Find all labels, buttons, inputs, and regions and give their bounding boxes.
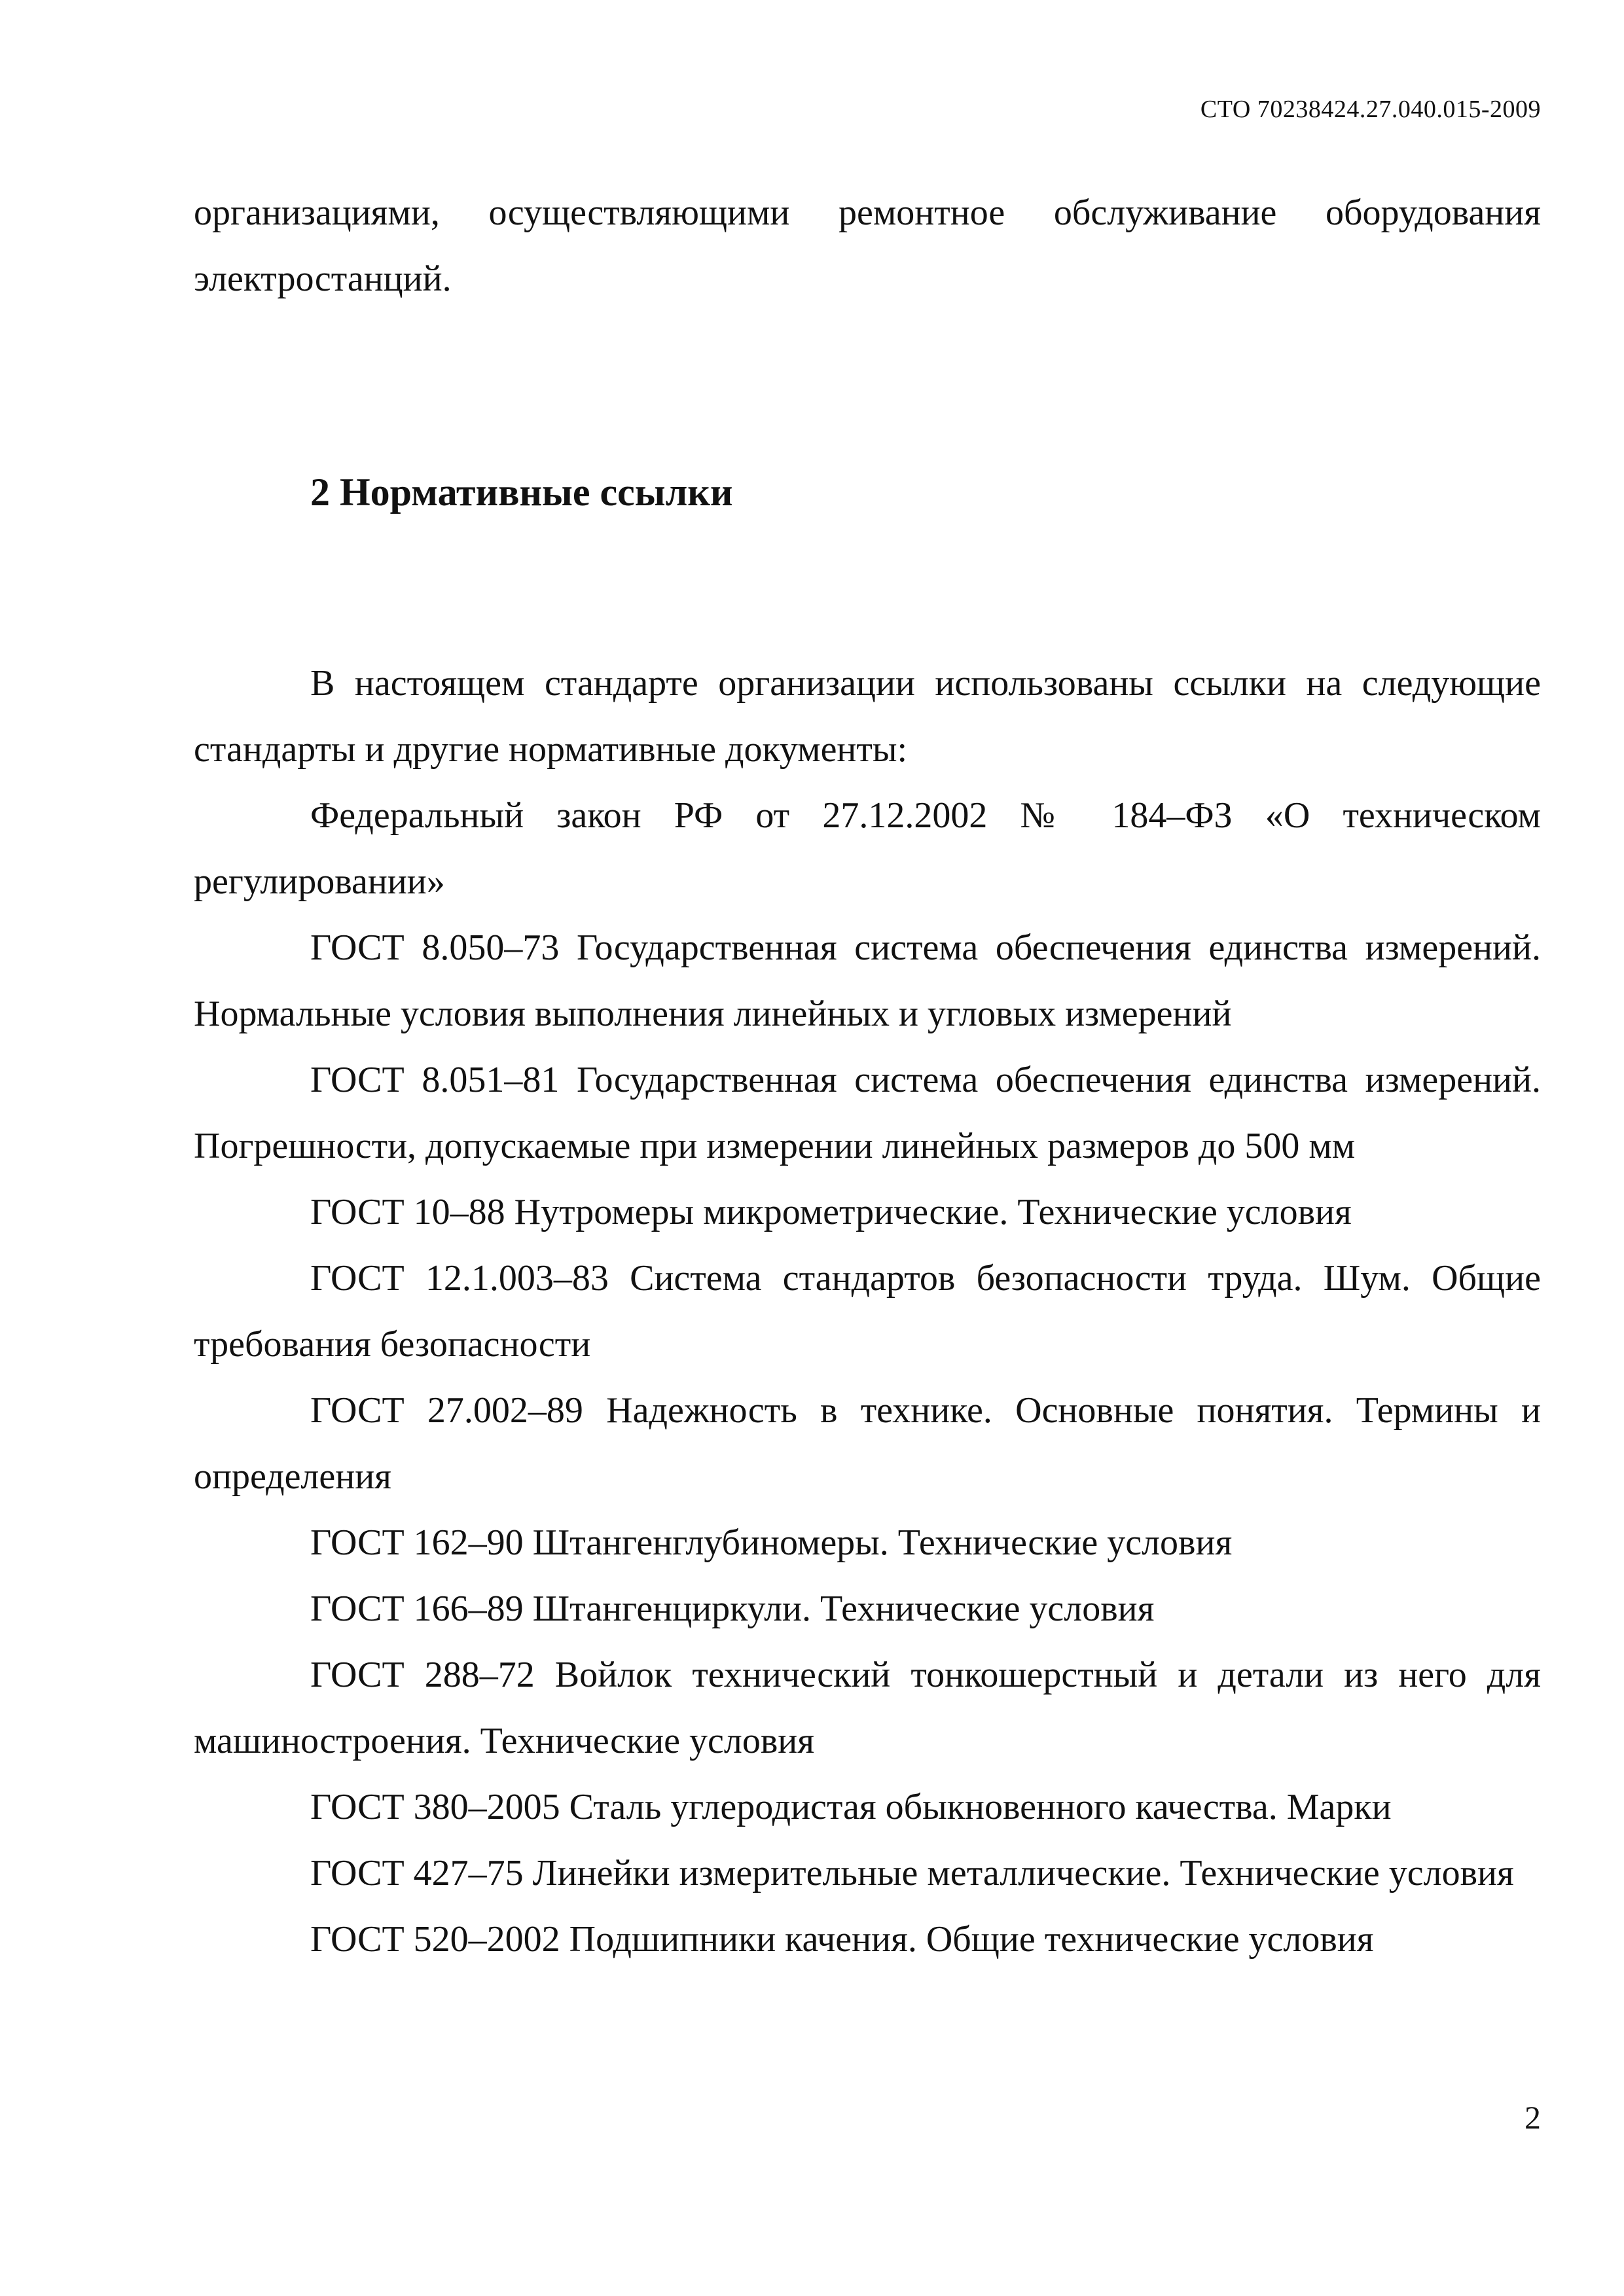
reference-gost-166: ГОСТ 166–89 Штангенциркули. Технические условия bbox=[310, 1588, 1155, 1629]
reference-gost-10: ГОСТ 10–88 Нутромеры микрометрические. Технические условия bbox=[310, 1192, 1352, 1232]
reference-gost-8-051: ГОСТ 8.051–81 Государственная система обеспечения единства измерений. Погрешности, допускаемые при измерении линейных размеров до 500 мм bbox=[194, 1060, 1541, 1166]
reference-gost-288: ГОСТ 288–72 Войлок технический тонкошерстный и детали из него для машиностроения. Технические условия bbox=[194, 1655, 1541, 1761]
page-content bbox=[194, 180, 1541, 1973]
reference-gost-12-1-003: ГОСТ 12.1.003–83 Система стандартов безопасности труда. Шум. Общие требования безопасности bbox=[194, 1258, 1541, 1365]
reference-gost-162: ГОСТ 162–90 Штангенглубиномеры. Технические условия bbox=[310, 1522, 1233, 1563]
reference-gost-520: ГОСТ 520–2002 Подшипники качения. Общие технические условия bbox=[310, 1919, 1374, 1960]
reference-gost-27-002: ГОСТ 27.002–89 Надежность в технике. Основные понятия. Термины и определения bbox=[194, 1390, 1541, 1497]
reference-gost-380: ГОСТ 380–2005 Сталь углеродистая обыкновенного качества. Марки bbox=[310, 1787, 1392, 1827]
document-code-header: СТО 70238424.27.040.015-2009 bbox=[1200, 96, 1541, 123]
reference-federal-law: Федеральный закон РФ от 27.12.2002 № 184–ФЗ «О техническом регулировании» bbox=[194, 795, 1541, 902]
section-title: 2 Нормативные ссылки bbox=[310, 471, 733, 514]
page-number: 2 bbox=[1525, 2099, 1541, 2136]
reference-gost-427: ГОСТ 427–75 Линейки измерительные металлические. Технические условия bbox=[310, 1853, 1514, 1893]
intro-paragraph: организациями, осуществляющими ремонтное обслуживание оборудования электростанций. bbox=[194, 192, 1541, 299]
reference-gost-8-050: ГОСТ 8.050–73 Государственная система обеспечения единства измерений. Нормальные условия выполнения линейных и угловых измерений bbox=[194, 927, 1541, 1034]
paragraph-intro-references: В настоящем стандарте организации использованы ссылки на следующие стандарты и другие нормативные документы: bbox=[194, 663, 1541, 770]
